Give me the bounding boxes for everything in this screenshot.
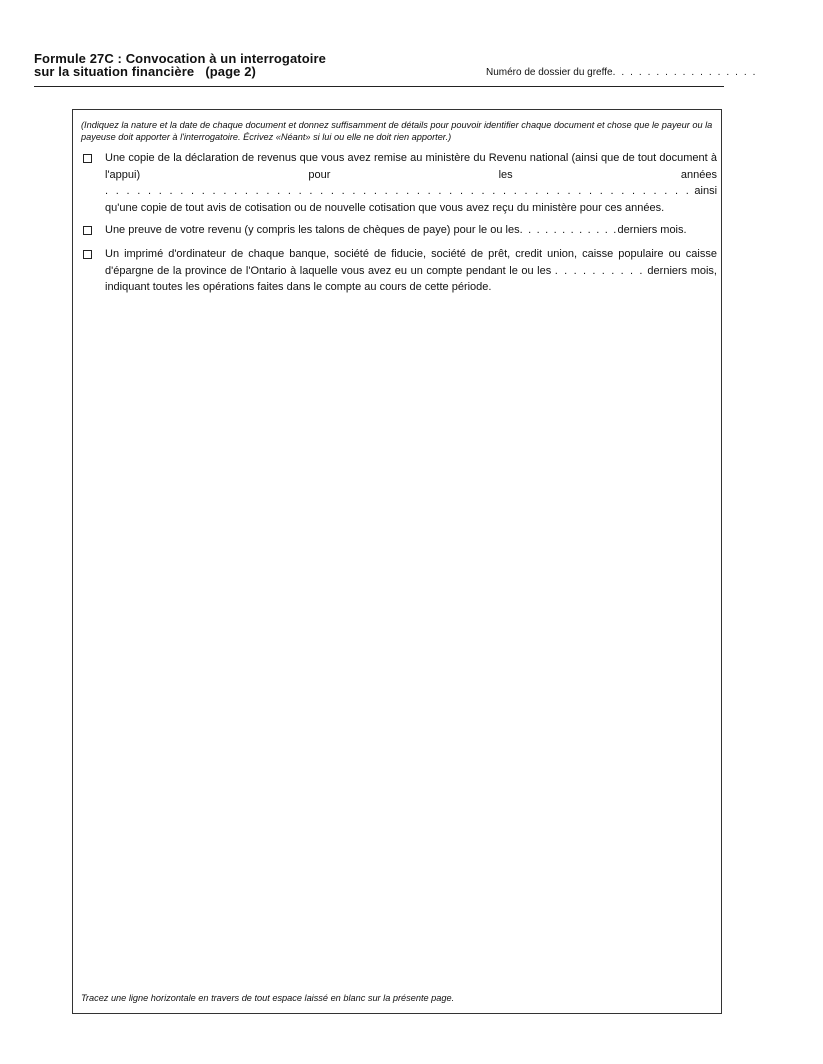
item-text-part2: ainsi qu'une copie de tout avis de cotisation ou de nouvelle cotisation que vous avez reçu du ministère pour ces années. (105, 185, 718, 214)
checkbox-tax-returns[interactable] (83, 154, 92, 163)
list-item-text (105, 222, 717, 239)
item-text-part1: Une preuve de votre revenu (y compris les talons de chèques de paye) pour le ou les (105, 224, 520, 236)
form-title-line-1: Formule 27C : Convocation à un interrogatoire (34, 51, 326, 66)
list-item-text (105, 246, 717, 296)
years-blank[interactable]: . . . . . . . . . . . . . . . . . . . . . . . . . . . . . . . . . . . . . . . . . . . . . . . . . . . . . . . (105, 185, 692, 197)
form-title (34, 52, 326, 78)
account-months-blank[interactable]: . . . . . . . . . . (554, 264, 644, 277)
checkbox-bank-statements[interactable] (83, 250, 92, 259)
instructions-text: (Indiquez la nature et la date de chaque document et donnez suffisamment de détails pour pouvoir identifier chaque document et chose que le payeur ou la payeuse doit apporter à l'interrogatoire. Écrivez «Néant» si lui ou elle ne doit rien apporter.) (81, 120, 713, 142)
item-text-part2: derniers mois, indiquant toutes les opérations faites dans le compte au cours de cette période. (105, 264, 717, 293)
list-item-bank-statements (81, 246, 717, 296)
checkbox-proof-of-income[interactable] (83, 226, 92, 235)
item-text-part1: Un imprimé d'ordinateur de chaque banque, société de fiducie, société de prêt, credit union, caisse populaire ou caisse d'épargne de la province de l'Ontario à laquelle vous avez eu un compte pendant le ou les (105, 248, 717, 277)
court-file-number-blank[interactable]: . . . . . . . . . . . . . . . . . (612, 67, 758, 78)
court-file-number-field[interactable] (486, 67, 758, 79)
footer-instruction: Tracez une ligne horizontale en travers de tout espace laissé en blanc sur la présente page. (81, 993, 455, 1003)
document-list-box (72, 109, 722, 1014)
header-divider (34, 86, 724, 87)
item-text-part1: Une copie de la déclaration de revenus que vous avez remise au ministère du Revenu national (ainsi que de tout document à l'appui) pour les années (105, 152, 717, 181)
list-item-tax-returns (81, 150, 717, 216)
item-text-part2: derniers mois. (617, 224, 687, 236)
form-title-line-2: sur la situation financière (page 2) (34, 64, 256, 79)
list-item-text (105, 150, 717, 216)
months-blank[interactable]: . . . . . . . . . . . . (519, 224, 618, 236)
court-file-number-label: Numéro de dossier du greffe (486, 67, 613, 78)
list-item-proof-of-income (81, 222, 717, 239)
